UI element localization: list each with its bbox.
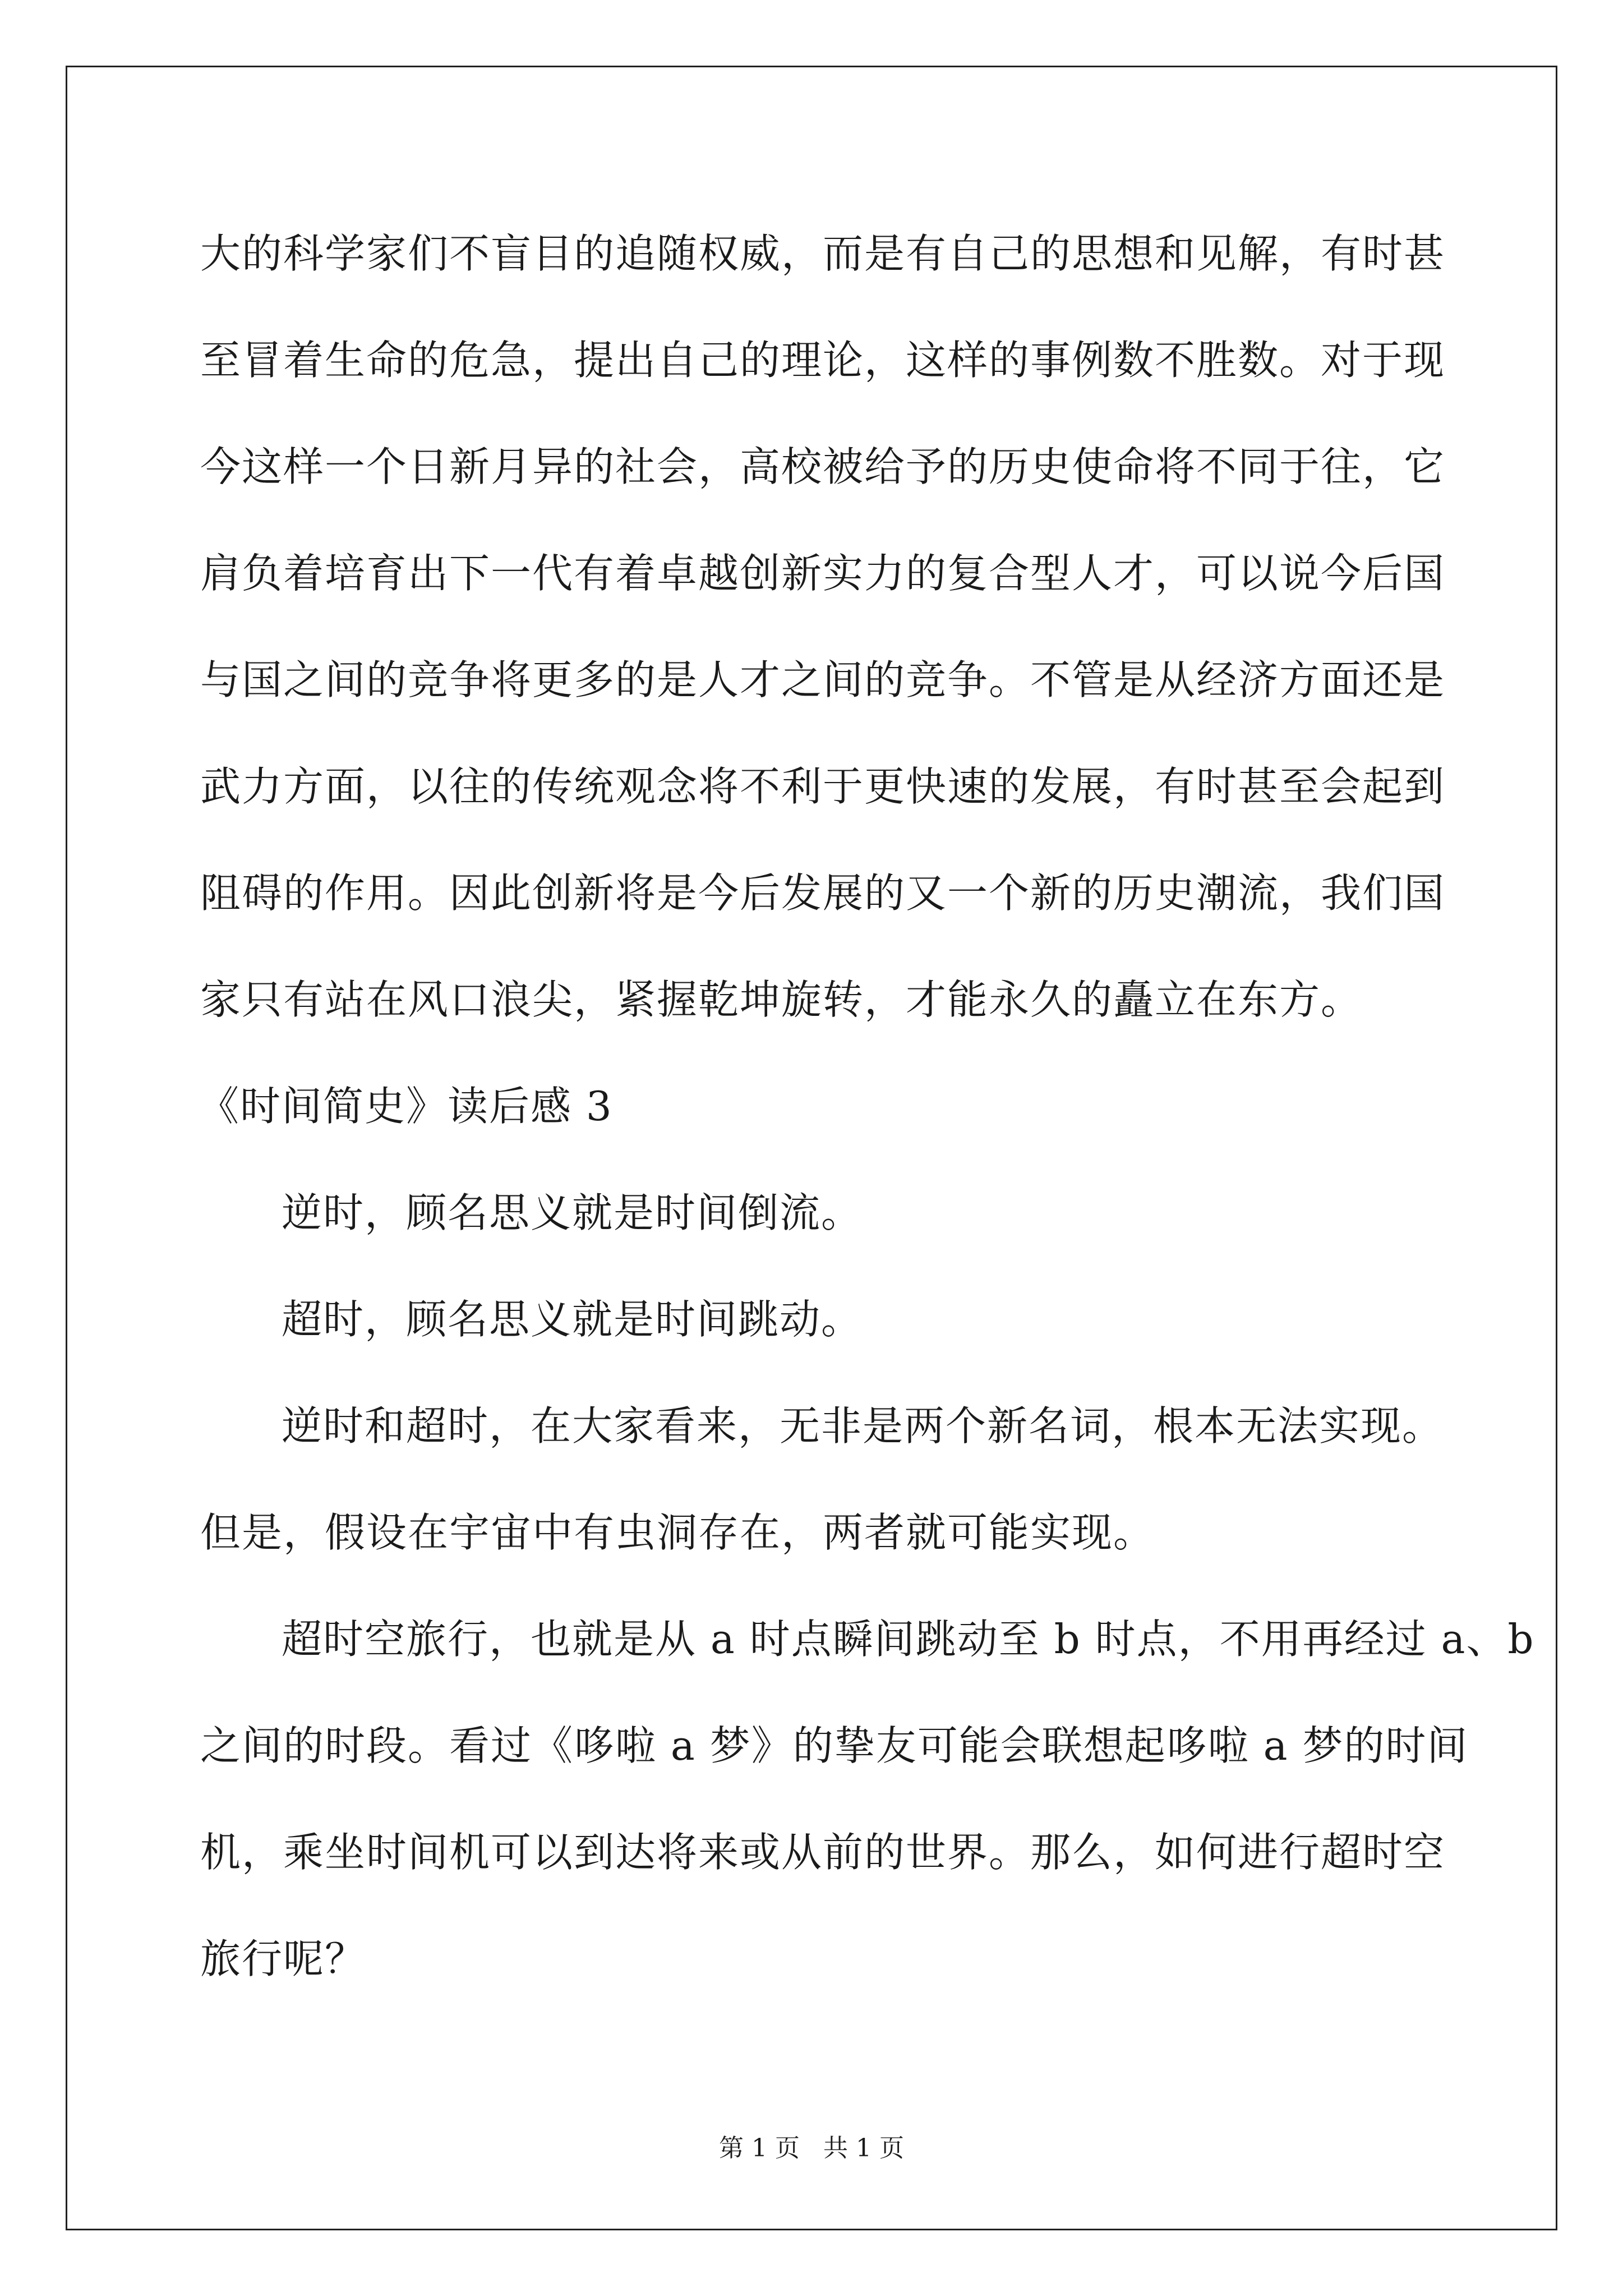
text-line: 超时空旅行，也就是从 a 时点瞬间跳动至 b 时点，不用再经过 a、b — [282, 1616, 1535, 1663]
text-line: 之间的时段。看过《哆啦 a 梦》的挚友可能会联想起哆啦 a 梦的时间 — [200, 1722, 1469, 1769]
text-line: 武力方面，以往的传统观念将不利于更快速的发展，有时甚至会起到 — [200, 763, 1446, 810]
page-footer: 第 1 页 共 1 页 — [719, 2134, 904, 2162]
text-line: 超时，顾名思义就是时间跳动。 — [282, 1296, 863, 1343]
text-line: 机，乘坐时间机可以到达将来或从前的世界。那么，如何进行超时空 — [200, 1829, 1446, 1876]
text-line: 逆时，顾名思义就是时间倒流。 — [282, 1189, 863, 1236]
text-line: 家只有站在风口浪尖，紧握乾坤旋转，才能永久的矗立在东方。 — [200, 976, 1363, 1023]
text-line: 大的科学家们不盲目的追随权威，而是有自己的思想和见解，有时甚 — [200, 230, 1446, 277]
text-line: 但是，假设在宇宙中有虫洞存在，两者就可能实现。 — [200, 1509, 1155, 1556]
text-line: 与国之间的竞争将更多的是人才之间的竞争。不管是从经济方面还是 — [200, 656, 1446, 703]
text-line: 至冒着生命的危急，提出自己的理论，这样的事例数不胜数。对于现 — [200, 337, 1446, 384]
page-border — [66, 66, 1557, 2230]
section-heading: 《时间简史》读后感 3 — [199, 1083, 613, 1130]
text-line: 今这样一个日新月异的社会，高校被给予的历史使命将不同于往，它 — [200, 443, 1446, 490]
text-line: 逆时和超时，在大家看来，无非是两个新名词，根本无法实现。 — [282, 1402, 1444, 1450]
text-line: 旅行呢？ — [200, 1935, 367, 1982]
text-line: 阻碍的作用。因此创新将是今后发展的又一个新的历史潮流，我们国 — [200, 869, 1446, 917]
text-line: 肩负着培育出下一代有着卓越创新实力的复合型人才，可以说今后国 — [200, 550, 1446, 597]
